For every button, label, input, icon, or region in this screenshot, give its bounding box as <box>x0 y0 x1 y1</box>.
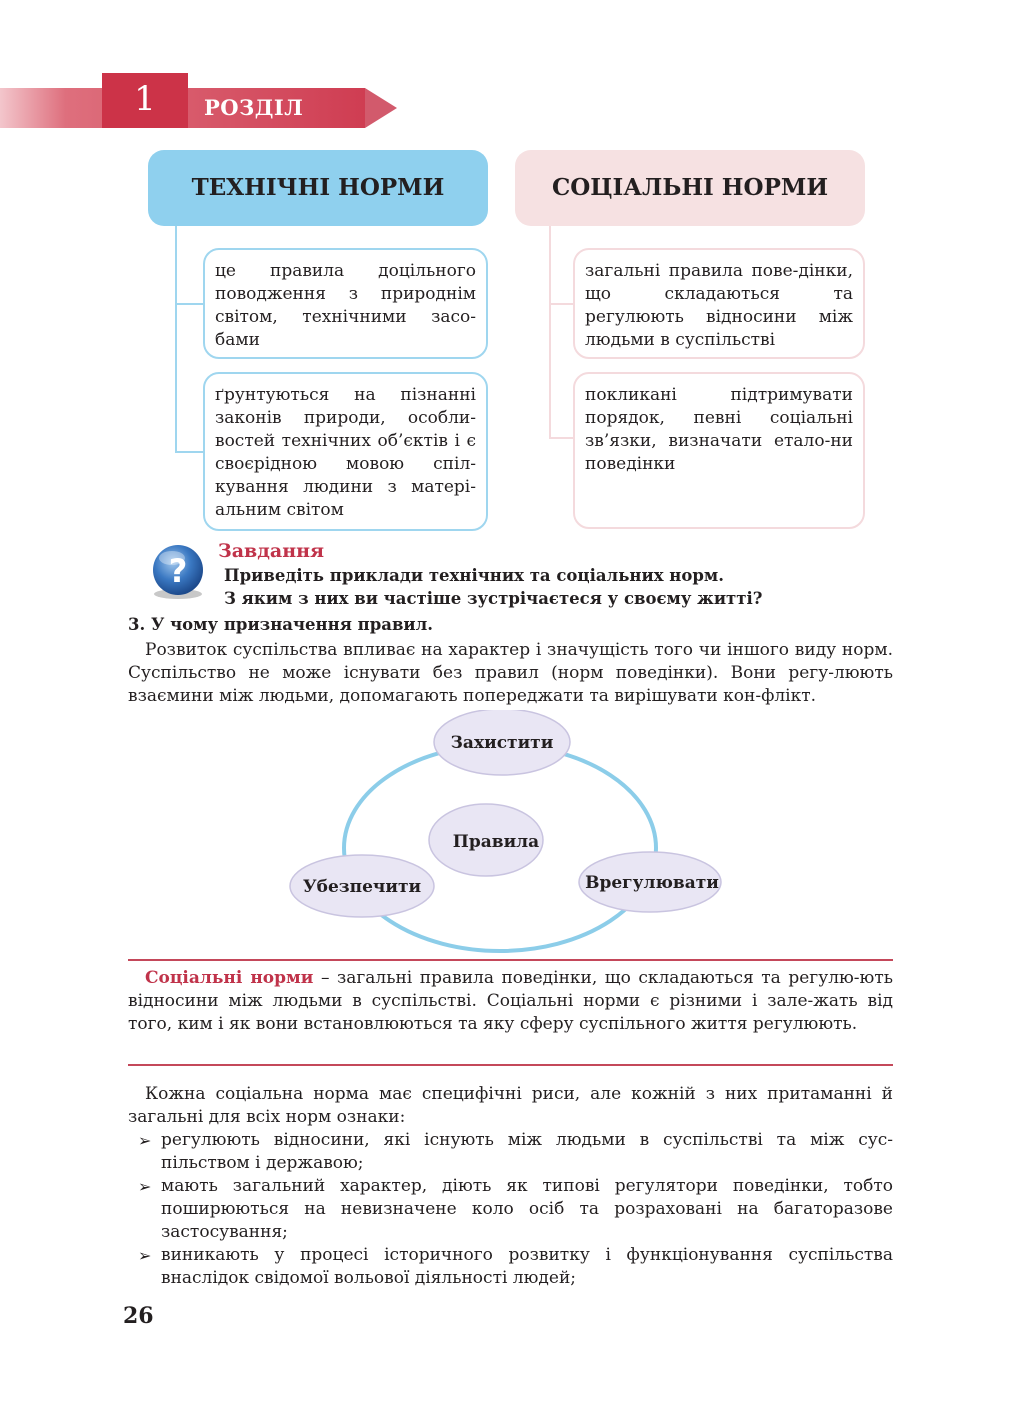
social-purpose-box: покликані підтримувати порядок, певні соціальні зв’язки, визначати етало-ни поведінки <box>573 372 865 529</box>
section-heading: 3. У чому призначення правил. <box>128 615 434 634</box>
list-item: ➢ мають загальний характер, діють як типові регулятори поведінки, тобто поширюються на невизначене коло осіб та розраховані на багаторазове застосування; <box>138 1176 893 1242</box>
features-list <box>128 1129 893 1290</box>
definition-text: – загальні правила поведінки, що складаються та регулю-ють відносини між людьми в суспільстві. Соціальні норми є різними і зале-жать від того, ким і як вони встановлюються та яку сферу суспільного життя регулюють. <box>128 968 893 1034</box>
arrow-bullet-icon: ➢ <box>138 1246 152 1265</box>
rules-left-label: Убезпечити <box>302 877 422 897</box>
task-title: Завдання <box>218 540 325 562</box>
technical-connector-branch <box>175 451 203 453</box>
question-icon <box>146 542 210 602</box>
page-number: 26 <box>123 1303 154 1329</box>
social-definition-box: загальні правила пове-дінки, що складаються та регулюють відносини між людьми в суспільстві <box>573 248 865 359</box>
social-connector-branch <box>549 437 573 439</box>
rules-center-label: Правила <box>452 832 540 852</box>
rules-right-label: Врегулювати <box>585 873 719 893</box>
social-connector-branch <box>549 303 573 305</box>
technical-basis-box: ґрунтуються на пізнанні законів природи, особли-востей технічних об’єктів і є своєрідною мовою спіл-кування людини з матері-альним світом <box>203 372 488 531</box>
rules-diagram <box>280 710 740 960</box>
technical-connector-line <box>175 226 177 452</box>
features-paragraph: Кожна соціальна норма має специфічні риси, але кожній з них притаманні й загальні для всіх норм ознаки: <box>128 1084 893 1127</box>
definition-bottom-rule <box>128 1064 893 1066</box>
social-connector-line <box>549 226 551 438</box>
arrow-bullet-icon: ➢ <box>138 1131 152 1150</box>
definition-term: Соціальні норми <box>145 968 314 988</box>
chapter-banner-arrow <box>365 88 397 128</box>
technical-norms-title: ТЕХНІЧНІ НОРМИ <box>148 150 488 226</box>
definition-paragraph <box>128 967 893 1036</box>
list-item: ➢ виникають у процесі історичного розвитку і функціонування суспільства внаслідок свідомої вольової діяльності людей; <box>138 1245 893 1288</box>
rules-top-label: Захистити <box>450 733 554 753</box>
technical-definition-box: це правила доцільного поводження з природнім світом, технічними засо-бами <box>203 248 488 359</box>
arrow-bullet-icon: ➢ <box>138 1177 152 1196</box>
intro-paragraph: Розвиток суспільства впливає на характер і значущість того чи іншого виду норм. Суспільство не може існувати без правил (норм поведінки). Вони регу-люють взаємини між людьми, допомагають попереджати та вирішувати кон-флікт. <box>128 640 893 706</box>
technical-connector-branch <box>175 303 203 305</box>
list-item: ➢ регулюють відносини, які існують між людьми в суспільстві та між сус-пільством і державою; <box>138 1130 893 1173</box>
definition-top-rule <box>128 959 893 961</box>
task-question: Приведіть приклади технічних та соціальних норм. <box>224 566 724 585</box>
task-question: З яким з них ви частіше зустрічаєтеся у своєму житті? <box>224 589 763 608</box>
chapter-label: РОЗДІЛ <box>204 95 304 120</box>
chapter-number: 1 <box>102 73 188 128</box>
social-norms-title: СОЦІАЛЬНІ НОРМИ <box>515 150 865 226</box>
svg-text:?: ? <box>168 552 188 590</box>
